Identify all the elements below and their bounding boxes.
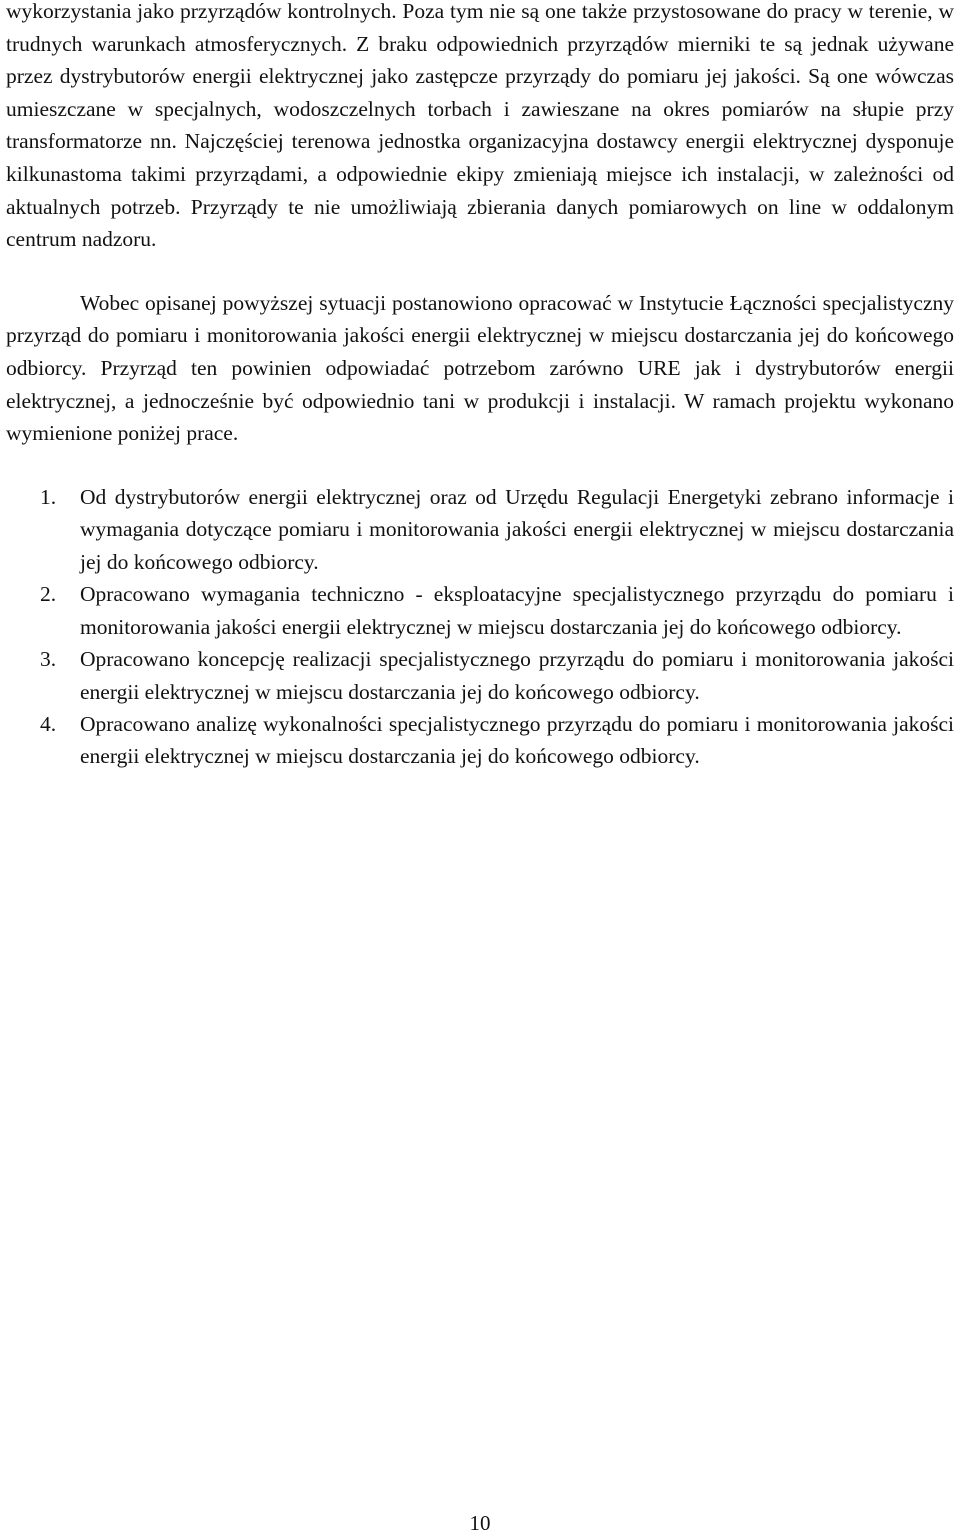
list-item	[6, 708, 954, 773]
list-number: 1.	[40, 484, 57, 509]
body-paragraph: Wobec opisanej powyższej sytuacji postanowiono opracować w Instytucie Łączności specjalistyczny przyrząd do pomiaru i monitorowania jakości energii elektrycznej w miejscu dostarczania jej do końcowego odbiorcy. Przyrząd ten powinien odpowiadać potrzebom zarówno URE jak i dystrybutorów energii elektrycznej, a jednocześnie być odpowiednio tani w produkcji i instalacji. W ramach projektu wykonano wymienione poniżej prace.	[6, 290, 954, 446]
page-number: 10	[469, 1511, 491, 1535]
list-item	[6, 481, 954, 579]
body-paragraph: wykorzystania jako przyrządów kontrolnych. Poza tym nie są one także przystosowane do pracy w terenie, w trudnych warunkach atmosferycznych. Z braku odpowiednich przyrządów mierniki te są jednak używane przez dystrybutorów energii elektrycznej jako zastępcze przyrządy do pomiaru jej jakości. Są one wówczas umieszczane w specjalnych, wodoszczelnych torbach i zawieszane na okres pomiarów na słupie przy transformatorze nn. Najczęściej terenowa jednostka organizacyjna dostawcy energii elektrycznej dysponuje kilkunastoma takimi przyrządami, a odpowiednie ekipy zmieniają miejsce ich instalacji, w zależności od aktualnych potrzeb. Przyrządy te nie umożliwiają zbierania danych pomiarowych on line w oddalonym centrum nadzoru.	[6, 0, 954, 252]
list-item-text: Od dystrybutorów energii elektrycznej oraz od Urzędu Regulacji Energetyki zebrano informacje i wymagania dotyczące pomiaru i monitorowania jakości energii elektrycznej w miejscu dostarczania jej do końcowego odbiorcy.	[80, 484, 954, 574]
work-list	[6, 481, 954, 773]
list-number: 3.	[40, 646, 57, 671]
list-number: 2.	[40, 582, 57, 607]
document-page	[6, 0, 954, 773]
list-item	[6, 578, 954, 643]
list-item-text: Opracowano analizę wykonalności specjalistycznego przyrządu do pomiaru i monitorowania jakości energii elektrycznej w miejscu dostarczania jej do końcowego odbiorcy.	[80, 711, 954, 769]
list-item-text: Opracowano koncepcję realizacji specjalistycznego przyrządu do pomiaru i monitorowania jakości energii elektrycznej w miejscu dostarczania jej do końcowego odbiorcy.	[80, 646, 954, 704]
list-number: 4.	[40, 711, 57, 736]
list-item	[6, 643, 954, 708]
list-item-text: Opracowano wymagania techniczno - eksploatacyjne specjalistycznego przyrządu do pomiaru i monitorowania jakości energii elektrycznej w miejscu dostarczania jej do końcowego odbiorcy.	[80, 582, 954, 639]
